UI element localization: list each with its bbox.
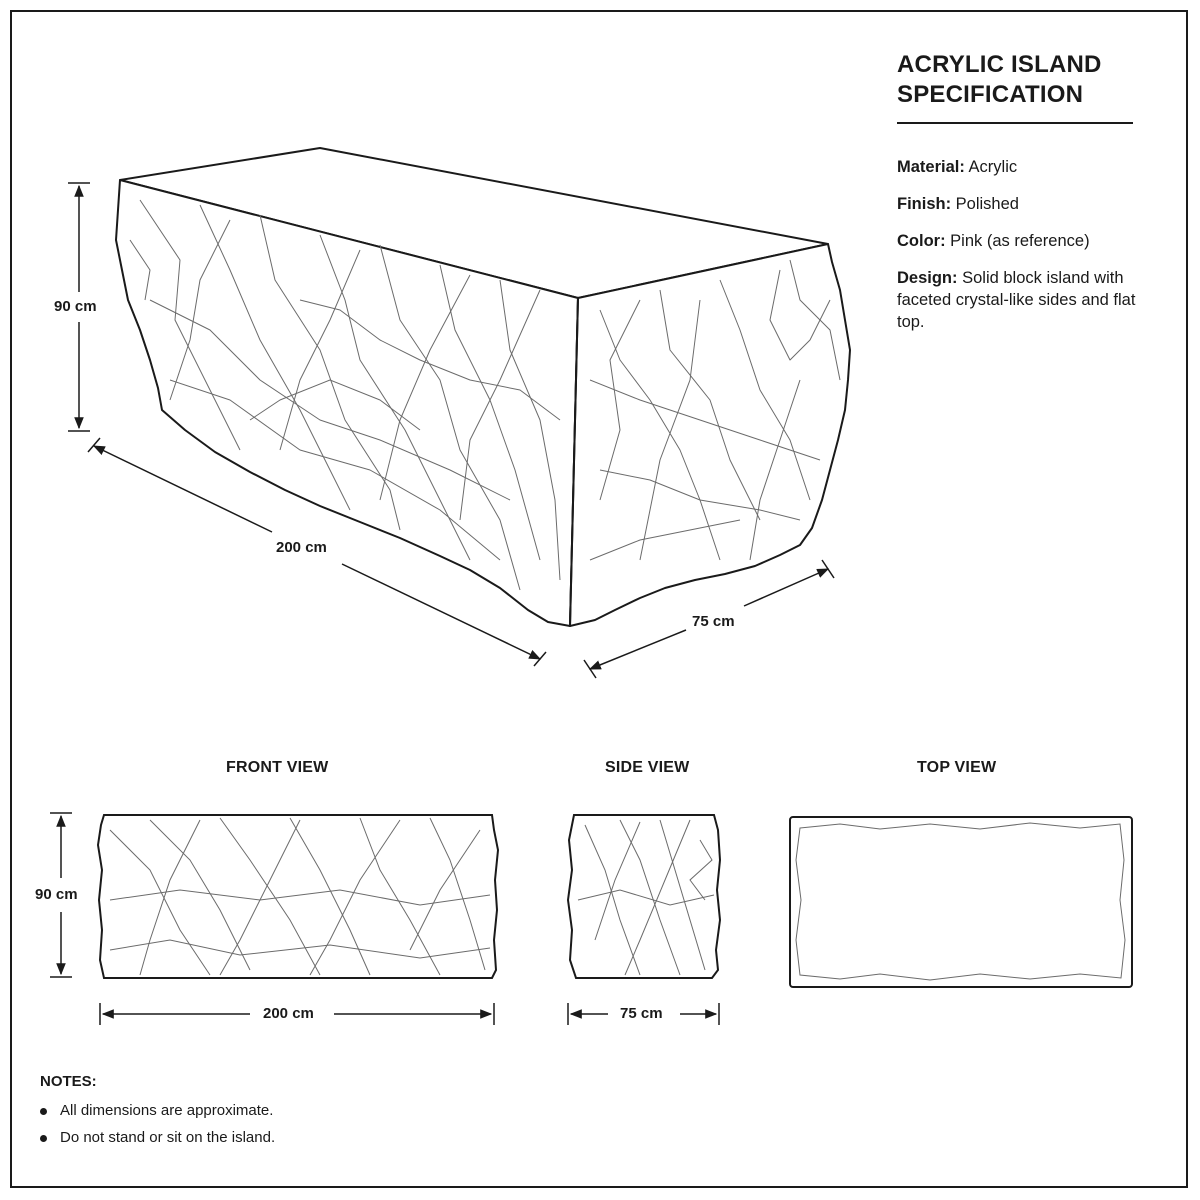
isometric-block <box>116 148 850 626</box>
top-view-drawing <box>790 817 1132 987</box>
iso-depth-label: 75 cm <box>686 613 741 630</box>
spec-title-line1: ACRYLIC ISLAND <box>897 51 1102 78</box>
bullet-icon <box>40 1135 47 1142</box>
spec-value: Pink (as reference) <box>950 232 1090 250</box>
spec-row-design <box>897 267 1147 333</box>
top-view-outline <box>790 817 1132 987</box>
iso-height-label: 90 cm <box>48 298 103 315</box>
side-width-label: 75 cm <box>614 1005 669 1022</box>
spec-title <box>897 50 1157 110</box>
side-view-title: SIDE VIEW <box>605 759 690 776</box>
front-view-title: FRONT VIEW <box>226 759 329 776</box>
notes-title: NOTES: <box>40 1073 97 1090</box>
spec-key: Finish: <box>897 195 952 213</box>
front-view-drawing <box>98 815 498 978</box>
spec-row-material <box>897 156 1147 178</box>
spec-value: Solid block island with faceted crystal-like sides and flat top. <box>897 269 1136 331</box>
block-end-face <box>570 244 850 626</box>
spec-key: Color: <box>897 232 946 250</box>
spec-value: Polished <box>955 195 1019 213</box>
spec-row-finish <box>897 193 1147 215</box>
top-view-title: TOP VIEW <box>917 759 997 776</box>
spec-divider <box>897 122 1133 124</box>
notes-list <box>40 1101 275 1155</box>
iso-length-label: 200 cm <box>270 539 333 556</box>
note-item <box>40 1128 275 1148</box>
note-text: All dimensions are approximate. <box>60 1102 274 1119</box>
spec-key: Design: <box>897 269 958 287</box>
spec-key: Material: <box>897 158 965 176</box>
front-width-label: 200 cm <box>257 1005 320 1022</box>
note-item <box>40 1101 275 1121</box>
bullet-icon <box>40 1108 47 1115</box>
spec-row-color <box>897 230 1147 252</box>
front-height-label: 90 cm <box>29 886 84 903</box>
front-view-outline <box>98 815 498 978</box>
note-text: Do not stand or sit on the island. <box>60 1129 276 1146</box>
spec-title-line2: SPECIFICATION <box>897 81 1084 108</box>
spec-list <box>897 156 1147 348</box>
side-view-drawing <box>568 815 720 978</box>
spec-value: Acrylic <box>968 158 1018 176</box>
